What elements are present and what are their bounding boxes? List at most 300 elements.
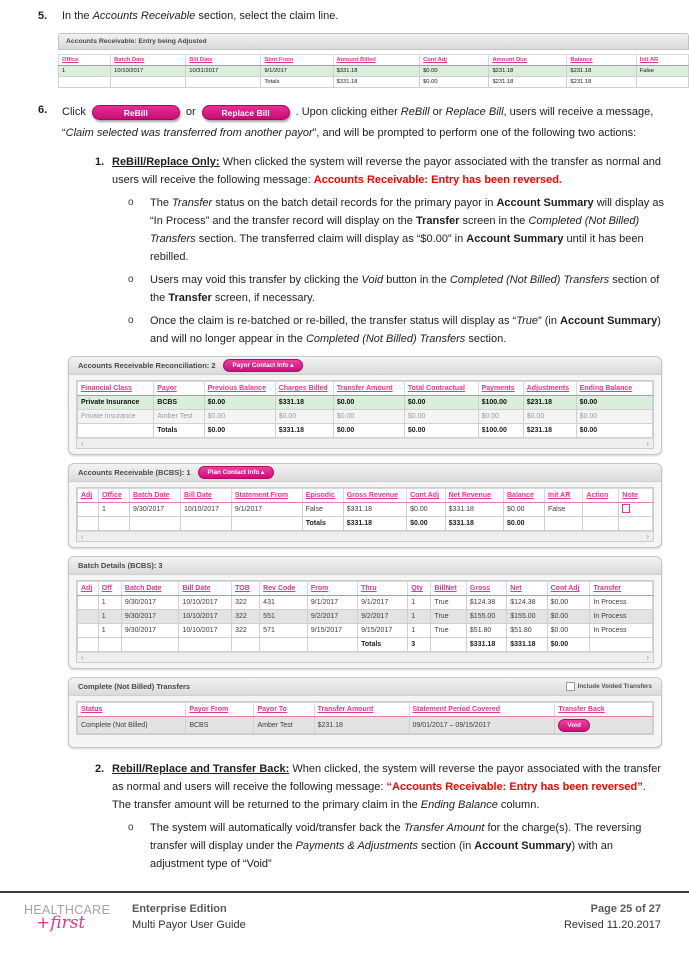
step-5-text	[62, 7, 662, 25]
text-segment: ” (in	[538, 315, 561, 327]
sub-item-1-title: ReBill/Replace Only:	[112, 156, 220, 168]
column-header-billnet[interactable]: BillNet	[431, 582, 466, 596]
header-row	[78, 703, 653, 717]
text-segment: Account Summary	[466, 233, 564, 245]
column-header-adj[interactable]: Adj	[78, 489, 99, 503]
scroll-left-icon[interactable]: ‹	[81, 652, 84, 662]
cell: Totals	[302, 517, 343, 531]
column-header-payments[interactable]: Payments	[478, 382, 523, 396]
cell: $0.00	[204, 396, 275, 410]
bullet-text	[150, 819, 665, 873]
cell: $0.00	[407, 517, 445, 531]
text-segment: Ending Balance	[420, 799, 498, 811]
cell: $51.80	[466, 624, 506, 638]
horizontal-scrollbar[interactable]	[77, 652, 653, 662]
note-icon[interactable]	[622, 504, 630, 513]
text-segment: button in the	[383, 274, 450, 286]
column-header-payor-to[interactable]: Payor To	[254, 703, 314, 717]
column-header-transfer-back[interactable]: Transfer Back	[555, 703, 653, 717]
bullet-text	[150, 194, 665, 266]
cell: In Process	[590, 610, 653, 624]
totals-row	[78, 424, 653, 438]
column-header-cont-adj[interactable]: Cont Adj	[547, 582, 590, 596]
payor-contact-info-button[interactable]: Payor Contact Info ▴	[223, 359, 304, 372]
text-segment: , users will receive a message, “	[62, 106, 654, 139]
cell: True	[431, 624, 466, 638]
cell: $0.00	[204, 410, 275, 424]
column-header-action[interactable]: Action	[583, 489, 619, 503]
column-header-transfer-amount[interactable]: Transfer Amount	[333, 382, 404, 396]
cell	[583, 503, 619, 517]
column-header-batch-date[interactable]: Batch Date	[121, 582, 179, 596]
cell: 571	[260, 624, 308, 638]
cell: Amber Test	[154, 410, 204, 424]
table-row[interactable]	[78, 503, 653, 517]
cell: 1	[408, 596, 431, 610]
cell	[78, 424, 154, 438]
column-header-batch-date[interactable]: Batch Date	[111, 55, 186, 66]
text-segment: . Upon clicking either	[295, 106, 401, 118]
cell	[78, 638, 99, 652]
cell	[232, 638, 260, 652]
cell: False	[544, 503, 582, 517]
cell	[260, 638, 308, 652]
text-segment: “Accounts Receivable: Entry has been reversed”	[386, 781, 643, 793]
bullet-void-transfer	[128, 271, 689, 307]
column-header-adj[interactable]: Adj	[78, 582, 99, 596]
column-header-bill-date[interactable]: Bill Date	[186, 55, 261, 66]
text-segment: ) with an adjustment type of “Void”	[150, 840, 614, 870]
cell: 9/15/2017	[307, 624, 357, 638]
column-header-tob[interactable]: TOB	[232, 582, 260, 596]
cell	[78, 517, 99, 531]
column-header-financial-class[interactable]: Financial Class	[78, 382, 154, 396]
scroll-left-icon[interactable]: ‹	[81, 438, 84, 448]
cell: $100.00	[478, 396, 523, 410]
cell: 9/1/2017	[231, 503, 302, 517]
section-header: Batch Details (BCBS): 3	[78, 561, 163, 570]
table-row[interactable]	[78, 624, 653, 638]
cell: $331.18	[333, 77, 420, 88]
cell: $331.18	[445, 517, 503, 531]
cell: 10/10/2017	[179, 610, 232, 624]
column-header-gross-revenue[interactable]: Gross Revenue	[343, 489, 406, 503]
replace-bill-button[interactable]: Replace Bill	[202, 105, 290, 120]
cell: $331.18	[445, 503, 503, 517]
cell	[180, 517, 231, 531]
cell: 551	[260, 610, 308, 624]
cell: 9/2/2017	[358, 610, 408, 624]
column-header-statement-period-covered[interactable]: Statement Period Covered	[409, 703, 555, 717]
cell: 9/15/2017	[358, 624, 408, 638]
step-number: 5.	[38, 10, 48, 22]
cell: True	[431, 596, 466, 610]
text-segment: section.	[465, 333, 507, 345]
cell: BCBS	[154, 396, 204, 410]
text-segment: status on the batch detail records for the primary payor in	[212, 197, 497, 209]
cell: $0.00	[404, 396, 478, 410]
table-row[interactable]	[78, 410, 653, 424]
column-header-adjustments[interactable]: Adjustments	[523, 382, 576, 396]
edition-label: Enterprise Edition	[132, 903, 227, 915]
text-segment: screen in the	[459, 215, 529, 227]
text-segment: Claim selected was transferred from another payor	[65, 127, 313, 139]
cell	[619, 517, 653, 531]
column-header-previous-balance[interactable]: Previous Balance	[204, 382, 275, 396]
column-header-payor[interactable]: Payor	[154, 382, 204, 396]
scroll-right-icon[interactable]: ›	[646, 531, 649, 541]
column-header-rev-code[interactable]: Rev Code	[260, 582, 308, 596]
bullet-marker: o	[128, 197, 134, 208]
cell	[590, 638, 653, 652]
column-header-init-ar[interactable]: Init AR	[544, 489, 582, 503]
sub-item-2	[95, 760, 689, 814]
screenshot-ar-bcbs	[68, 463, 662, 548]
cell	[98, 638, 121, 652]
column-header-ending-balance[interactable]: Ending Balance	[576, 382, 652, 396]
cell: $0.00	[504, 503, 545, 517]
text-segment: Void	[361, 274, 384, 286]
column-header-init-ar[interactable]: Init AR	[636, 55, 688, 66]
cell: 09/01/2017 – 09/15/2017	[409, 717, 555, 734]
column-header-statement-from[interactable]: Statement From	[231, 489, 302, 503]
cell: 10/31/2017	[186, 66, 261, 77]
step-6-text-click: Click	[62, 106, 86, 118]
cell	[231, 517, 302, 531]
cell: 1	[408, 624, 431, 638]
text-segment: Transfer	[168, 292, 212, 304]
text-segment: Replace Bill	[445, 106, 504, 118]
text-segment: section of the	[150, 274, 660, 304]
column-header-transfer-amount[interactable]: Transfer Amount	[314, 703, 409, 717]
cell: $0.00	[333, 396, 404, 410]
cell: BCBS	[186, 717, 254, 734]
table-row[interactable]	[78, 717, 653, 734]
text-segment: Accounts Receivable: Entry has been reversed.	[313, 174, 562, 186]
cell: $0.00	[404, 424, 478, 438]
text-segment: will display as “In Process” and the transfer record will display on the	[150, 197, 664, 227]
cell	[555, 717, 653, 734]
cell: $51.80	[507, 624, 547, 638]
column-header-net[interactable]: Net	[507, 582, 547, 596]
page-footer	[0, 891, 689, 933]
text-segment: Once the claim is re-batched or re-billed, the transfer status will display as “	[150, 315, 517, 327]
cell	[186, 77, 261, 88]
cell: 322	[232, 610, 260, 624]
transfers-table	[77, 702, 653, 734]
cell: $0.00	[404, 410, 478, 424]
totals-row	[78, 517, 653, 531]
cell: $331.18	[275, 396, 333, 410]
cell: $0.00	[547, 638, 590, 652]
text-segment: Account Summary	[496, 197, 594, 209]
column-header-balance[interactable]: Balance	[504, 489, 545, 503]
cell: $0.00	[504, 517, 545, 531]
cell: $0.00	[275, 410, 333, 424]
cell	[179, 638, 232, 652]
column-header-payor-from[interactable]: Payor From	[186, 703, 254, 717]
text-segment: section (in	[418, 840, 475, 852]
cell: 1	[98, 596, 121, 610]
totals-row	[78, 638, 653, 652]
text-segment: or	[429, 106, 446, 118]
cell: 9/30/2017	[121, 624, 179, 638]
cell	[307, 638, 357, 652]
header-row	[78, 382, 653, 396]
scroll-left-icon[interactable]: ‹	[81, 531, 84, 541]
cell: In Process	[590, 596, 653, 610]
cell: $331.18	[333, 66, 420, 77]
cell: $0.00	[576, 424, 652, 438]
cell: $0.00	[547, 596, 590, 610]
column-header-gross[interactable]: Gross	[466, 582, 506, 596]
cell: 322	[232, 596, 260, 610]
cell: Private Insurance	[78, 410, 154, 424]
section-header: Accounts Receivable (BCBS): 1	[78, 468, 191, 477]
sub-item-2-title: Rebill/Replace and Transfer Back:	[112, 763, 290, 775]
cell: $331.18	[343, 517, 406, 531]
cell: $331.18	[466, 638, 506, 652]
bullet-text	[150, 271, 665, 307]
cell: $231.18	[489, 77, 567, 88]
cell: $231.18	[567, 66, 636, 77]
column-header-off[interactable]: Off	[98, 582, 121, 596]
cell: In Process	[590, 624, 653, 638]
cell	[130, 517, 181, 531]
cell: 1	[98, 610, 121, 624]
cell: $124.38	[466, 596, 506, 610]
cell: $100.00	[478, 424, 523, 438]
cell	[583, 517, 619, 531]
cell	[619, 503, 653, 517]
column-header-cont-adj[interactable]: Cont Adj	[420, 55, 489, 66]
bullet-marker: o	[128, 315, 134, 326]
column-header-balance[interactable]: Balance	[567, 55, 636, 66]
cell: False	[636, 66, 688, 77]
column-header-amount-due[interactable]: Amount Due	[489, 55, 567, 66]
cell: $155.00	[466, 610, 506, 624]
bullet-rebatched	[128, 312, 689, 348]
cell: $0.00	[576, 410, 652, 424]
table-row[interactable]	[59, 66, 689, 77]
cell: $0.00	[333, 424, 404, 438]
text-segment: screen, if necessary.	[211, 292, 315, 304]
section-header: Accounts Receivable: Entry being Adjusted	[58, 33, 689, 50]
cell: $0.00	[478, 410, 523, 424]
cell: 9/1/2017	[358, 596, 408, 610]
accounts-receivable-entry-table	[58, 54, 689, 88]
scroll-right-icon[interactable]: ›	[646, 438, 649, 448]
bullet-marker: o	[128, 822, 134, 833]
text-segment: Payments & Adjustments	[295, 840, 418, 852]
screenshot-transfers	[68, 677, 662, 748]
text-segment: ) and will no longer appear in the	[150, 315, 661, 345]
cell: $231.18	[314, 717, 409, 734]
ar-bcbs-table	[77, 488, 653, 531]
checkbox-label: Include Voided Transfers	[577, 683, 652, 690]
column-header-bill-date[interactable]: Bill Date	[180, 489, 231, 503]
cell: True	[431, 610, 466, 624]
column-header-net-revenue[interactable]: Net Revenue	[445, 489, 503, 503]
column-header-batch-date[interactable]: Batch Date	[130, 489, 181, 503]
column-header-bill-date[interactable]: Bill Date	[179, 582, 232, 596]
horizontal-scrollbar[interactable]	[77, 531, 653, 541]
bullet-marker: o	[128, 274, 134, 285]
column-header-charges-billed[interactable]: Charges Billed	[275, 382, 333, 396]
text-segment: When clicked the system will reverse the payor associated with the transfer as normal and users will receive the following message:	[112, 156, 662, 186]
table-row[interactable]	[78, 596, 653, 610]
cell	[636, 77, 688, 88]
cell: $124.38	[507, 596, 547, 610]
column-header-stmt-from[interactable]: Stmt From	[261, 55, 333, 66]
column-header-note[interactable]: Note	[619, 489, 653, 503]
cell: $0.00	[547, 624, 590, 638]
page-number: Page 25 of 27	[590, 903, 661, 915]
cell: $155.00	[507, 610, 547, 624]
step-5	[38, 7, 689, 25]
text-segment: until it has been rebilled.	[150, 233, 644, 263]
text-segment: The system will automatically void/transfer back the	[150, 822, 404, 834]
bullet-void-transfer-back	[128, 819, 689, 873]
cell	[111, 77, 186, 88]
column-header-episodic[interactable]: Episodic	[302, 489, 343, 503]
header-row	[59, 55, 689, 66]
text-segment: section, select the claim line.	[195, 10, 339, 22]
column-header-qty[interactable]: Qty	[408, 582, 431, 596]
cell	[78, 503, 99, 517]
text-segment: . The transfer amount will be returned to the primary claim in the	[112, 781, 646, 811]
cell: $0.00	[407, 503, 445, 517]
section-header: Complete (Not Billed) Transfers	[78, 682, 191, 691]
header-row	[78, 489, 653, 503]
section-header: Accounts Receivable Reconciliation: 2	[78, 361, 216, 370]
cell: Totals	[154, 424, 204, 438]
cell: 9/2/2017	[307, 610, 357, 624]
screenshot-accounts-receivable-entry	[58, 33, 689, 88]
cell: $231.18	[567, 77, 636, 88]
text-segment: column.	[497, 799, 540, 811]
batch-details-table	[77, 581, 653, 652]
step-6-text-or: or	[185, 106, 196, 118]
cell: 322	[232, 624, 260, 638]
column-header-from[interactable]: From	[307, 582, 357, 596]
cell: $0.00	[547, 610, 590, 624]
text-segment: Account Summary	[560, 315, 658, 327]
cell	[121, 638, 179, 652]
screenshot-ar-reconciliation	[68, 356, 662, 455]
cell: Totals	[358, 638, 408, 652]
table-row[interactable]	[78, 396, 653, 410]
ar-reconciliation-table	[77, 381, 653, 438]
cell: 1	[408, 610, 431, 624]
cell	[78, 596, 99, 610]
cell: $231.18	[523, 396, 576, 410]
bullet-text	[150, 312, 665, 348]
cell: Amber Test	[254, 717, 314, 734]
cell: 1	[98, 624, 121, 638]
column-header-transfer[interactable]: Transfer	[590, 582, 653, 596]
cell: $0.00	[204, 424, 275, 438]
logo-text-bottom: +first	[36, 913, 86, 933]
cell: 10/10/2017	[179, 624, 232, 638]
cell: 1	[99, 503, 130, 517]
plan-contact-info-button[interactable]: Plan Contact Info ▴	[198, 466, 275, 479]
cell: 1	[59, 66, 111, 77]
cell: $0.00	[420, 77, 489, 88]
column-header-office[interactable]: Office	[99, 489, 130, 503]
text-segment: section. The transferred claim will display as “$0.00” in	[195, 233, 467, 245]
column-header-status[interactable]: Status	[78, 703, 186, 717]
guide-title: Multi Payor User Guide	[132, 919, 246, 931]
text-segment: The	[150, 197, 173, 209]
cell: 10/10/2017	[180, 503, 231, 517]
horizontal-scrollbar[interactable]	[77, 438, 653, 448]
column-header-thru[interactable]: Thru	[358, 582, 408, 596]
text-segment: ”, and will be prompted to perform one of the following two actions:	[312, 127, 637, 139]
step-number: 6.	[38, 104, 48, 116]
cell	[78, 624, 99, 638]
text-segment: for the charge(s). The reversing transfer will display under the	[150, 822, 642, 852]
column-header-amount-billed[interactable]: Amount Billed	[333, 55, 420, 66]
revision-date: Revised 11.20.2017	[563, 919, 661, 931]
step-6	[38, 101, 689, 143]
void-button[interactable]: Void	[558, 719, 590, 732]
text-segment: Completed (Not Billed) Transfers	[449, 274, 610, 286]
cell	[59, 77, 111, 88]
cell	[544, 517, 582, 531]
column-header-total-contractual[interactable]: Total Contractual	[404, 382, 478, 396]
text-segment: True	[516, 315, 539, 327]
logo-text-top: HEALTHCARE	[24, 903, 111, 917]
cell	[78, 610, 99, 624]
cell: 10/10/2017	[111, 66, 186, 77]
cell: $331.18	[507, 638, 547, 652]
sub-item-1	[95, 153, 689, 189]
cell: $331.18	[343, 503, 406, 517]
cell: 9/1/2017	[307, 596, 357, 610]
cell: False	[302, 503, 343, 517]
text-segment: In the	[62, 10, 93, 22]
cell	[431, 638, 466, 652]
cell: $0.00	[420, 66, 489, 77]
scroll-right-icon[interactable]: ›	[646, 652, 649, 662]
text-segment: Transfer Amount	[403, 822, 485, 834]
cell: $0.00	[576, 396, 652, 410]
column-header-cont-adj[interactable]: Cont Adj	[407, 489, 445, 503]
include-voided-transfers-checkbox[interactable]	[566, 682, 575, 691]
text-segment: When clicked, the system will reverse the payor associated with the transfer as normal and users will receive the following message:	[112, 763, 662, 793]
cell: Complete (Not Billed)	[78, 717, 186, 734]
cell: $331.18	[275, 424, 333, 438]
cell: Totals	[261, 77, 333, 88]
cell: 9/30/2017	[121, 596, 179, 610]
cell: 3	[408, 638, 431, 652]
text-segment: Completed (Not Billed) Transfers	[305, 333, 466, 345]
table-row[interactable]	[78, 610, 653, 624]
cell: $231.18	[523, 424, 576, 438]
cell: Private Insurance	[78, 396, 154, 410]
text-segment: Transfer	[172, 197, 213, 209]
totals-row	[59, 77, 689, 88]
column-header-office[interactable]: Office	[59, 55, 111, 66]
rebill-button[interactable]: ReBill	[92, 105, 180, 120]
text-segment: Accounts Receivable	[92, 10, 196, 22]
header-row	[78, 582, 653, 596]
cell: $0.00	[523, 410, 576, 424]
cell: 9/1/2017	[261, 66, 333, 77]
sub-item-number: 2.	[95, 763, 105, 775]
cell: 431	[260, 596, 308, 610]
